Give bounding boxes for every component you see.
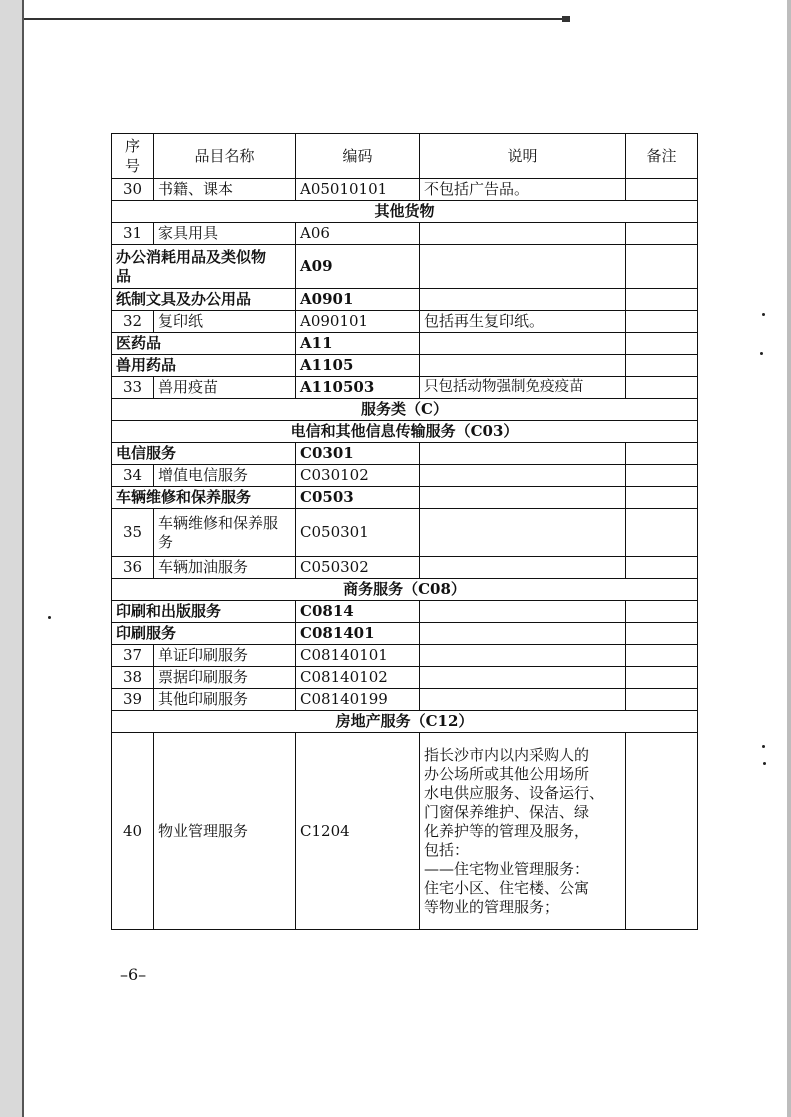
table-row — [112, 557, 698, 579]
item-name: 其他印刷服务 — [154, 689, 296, 711]
section-row — [112, 421, 698, 443]
category-row — [112, 355, 698, 377]
description-line: 包括： — [424, 840, 470, 859]
row-number: 35 — [112, 509, 154, 557]
category-name: 印刷服务 — [112, 623, 296, 645]
scan-left-edge — [22, 0, 24, 1117]
section-title: 其他货物 — [112, 201, 698, 223]
item-name: 兽用疫苗 — [154, 377, 296, 399]
item-name: 车辆加油服务 — [154, 557, 296, 579]
category-code: C081401 — [296, 623, 420, 645]
scan-speck — [760, 352, 763, 355]
scan-speck — [762, 745, 765, 748]
category-name: 医药品 — [112, 333, 296, 355]
scan-speck — [763, 762, 766, 765]
item-code: A110503 — [296, 377, 420, 399]
table-header-row — [112, 134, 698, 179]
item-description: 只包括动物强制免疫疫苗 — [420, 377, 626, 399]
item-description — [420, 443, 626, 465]
item-description: 包括再生复印纸。 — [420, 311, 626, 333]
table-row — [112, 223, 698, 245]
section-title: 电信和其他信息传输服务（C03） — [112, 421, 698, 443]
row-number: 34 — [112, 465, 154, 487]
item-code: C08140101 — [296, 645, 420, 667]
section-title: 房地产服务（C12） — [112, 711, 698, 733]
item-remark — [626, 289, 698, 311]
description-line: 住宅小区、住宅楼、公寓 — [424, 878, 590, 897]
category-row — [112, 487, 698, 509]
item-remark — [626, 487, 698, 509]
table-row — [112, 667, 698, 689]
item-remark — [626, 355, 698, 377]
description-line: 指长沙市内以内采购人的 — [424, 745, 590, 764]
item-remark — [626, 645, 698, 667]
category-name: 纸制文具及办公用品 — [112, 289, 296, 311]
category-code: C0503 — [296, 487, 420, 509]
item-remark — [626, 667, 698, 689]
item-description — [420, 509, 626, 557]
row-number: 40 — [112, 733, 154, 930]
item-code: C08140102 — [296, 667, 420, 689]
row-number: 38 — [112, 667, 154, 689]
category-row — [112, 245, 698, 289]
category-row — [112, 289, 698, 311]
header-code: 编码 — [296, 134, 420, 179]
procurement-catalog-table — [111, 133, 698, 930]
category-row — [112, 443, 698, 465]
item-name: 单证印刷服务 — [154, 645, 296, 667]
item-name: 票据印刷服务 — [154, 667, 296, 689]
header-seq: 序号 — [112, 134, 154, 179]
item-description — [420, 333, 626, 355]
scan-speck — [762, 313, 765, 316]
category-code: C0814 — [296, 601, 420, 623]
item-description — [420, 355, 626, 377]
item-name: 书籍、课本 — [154, 179, 296, 201]
table-row — [112, 689, 698, 711]
scan-right-margin — [787, 0, 791, 1117]
row-number: 31 — [112, 223, 154, 245]
item-remark — [626, 465, 698, 487]
item-name: 家具用具 — [154, 223, 296, 245]
category-code: A0901 — [296, 289, 420, 311]
category-row — [112, 601, 698, 623]
table-row — [112, 465, 698, 487]
description-line: 门窗保养维护、保洁、绿 — [424, 802, 590, 821]
category-code: C0301 — [296, 443, 420, 465]
item-code: C050301 — [296, 509, 420, 557]
item-remark — [626, 557, 698, 579]
item-remark — [626, 689, 698, 711]
item-description — [420, 733, 626, 930]
item-description: 不包括广告品。 — [420, 179, 626, 201]
item-remark — [626, 311, 698, 333]
item-name: 车辆维修和保养服务 — [154, 509, 296, 557]
item-description — [420, 245, 626, 289]
description-line: 水电供应服务、设备运行、 — [424, 783, 605, 802]
header-remark: 备注 — [626, 134, 698, 179]
section-title: 商务服务（C08） — [112, 579, 698, 601]
page-number: –6– — [120, 965, 147, 984]
section-row — [112, 399, 698, 421]
item-description — [420, 689, 626, 711]
scan-top-rule — [24, 18, 564, 20]
category-name: 电信服务 — [112, 443, 296, 465]
item-remark — [626, 623, 698, 645]
item-remark — [626, 443, 698, 465]
row-number: 36 — [112, 557, 154, 579]
section-row — [112, 711, 698, 733]
header-description: 说明 — [420, 134, 626, 179]
table-row — [112, 179, 698, 201]
item-code: C1204 — [296, 733, 420, 930]
item-remark — [626, 733, 698, 930]
item-code: C08140199 — [296, 689, 420, 711]
item-description — [420, 645, 626, 667]
row-number: 39 — [112, 689, 154, 711]
item-description — [420, 487, 626, 509]
item-name: 物业管理服务 — [154, 733, 296, 930]
category-name: 印刷和出版服务 — [112, 601, 296, 623]
category-name: 车辆维修和保养服务 — [112, 487, 296, 509]
item-code: A05010101 — [296, 179, 420, 201]
item-description — [420, 223, 626, 245]
row-number: 30 — [112, 179, 154, 201]
category-row — [112, 333, 698, 355]
item-description — [420, 289, 626, 311]
category-code: A11 — [296, 333, 420, 355]
item-remark — [626, 223, 698, 245]
item-remark — [626, 377, 698, 399]
item-description — [420, 465, 626, 487]
category-code: A09 — [296, 245, 420, 289]
item-remark — [626, 601, 698, 623]
item-name: 复印纸 — [154, 311, 296, 333]
item-remark — [626, 179, 698, 201]
description-line: 化养护等的管理及服务， — [424, 821, 590, 840]
table-row — [112, 509, 698, 557]
category-row — [112, 623, 698, 645]
category-name: 办公消耗用品及类似物品 — [112, 245, 296, 289]
scan-top-tick — [562, 16, 570, 22]
description-line: 等物业的管理服务； — [424, 897, 560, 916]
category-name: 兽用药品 — [112, 355, 296, 377]
item-remark — [626, 509, 698, 557]
item-description — [420, 667, 626, 689]
category-code: A1105 — [296, 355, 420, 377]
row-number: 37 — [112, 645, 154, 667]
description-line: 办公场所或其他公用场所 — [424, 764, 590, 783]
table-row — [112, 645, 698, 667]
item-code: C050302 — [296, 557, 420, 579]
item-code: A06 — [296, 223, 420, 245]
item-description — [420, 623, 626, 645]
section-title: 服务类（C） — [112, 399, 698, 421]
table-row — [112, 733, 698, 930]
item-code: C030102 — [296, 465, 420, 487]
table-row — [112, 377, 698, 399]
item-description — [420, 601, 626, 623]
item-remark — [626, 245, 698, 289]
item-code: A090101 — [296, 311, 420, 333]
item-description — [420, 557, 626, 579]
item-name: 增值电信服务 — [154, 465, 296, 487]
scan-speck — [48, 616, 51, 619]
row-number: 32 — [112, 311, 154, 333]
header-item-name: 品目名称 — [154, 134, 296, 179]
scan-left-margin — [0, 0, 22, 1117]
description-line: ——住宅物业管理服务： — [424, 859, 590, 878]
item-remark — [626, 333, 698, 355]
section-row — [112, 201, 698, 223]
row-number: 33 — [112, 377, 154, 399]
section-row — [112, 579, 698, 601]
table-row — [112, 311, 698, 333]
